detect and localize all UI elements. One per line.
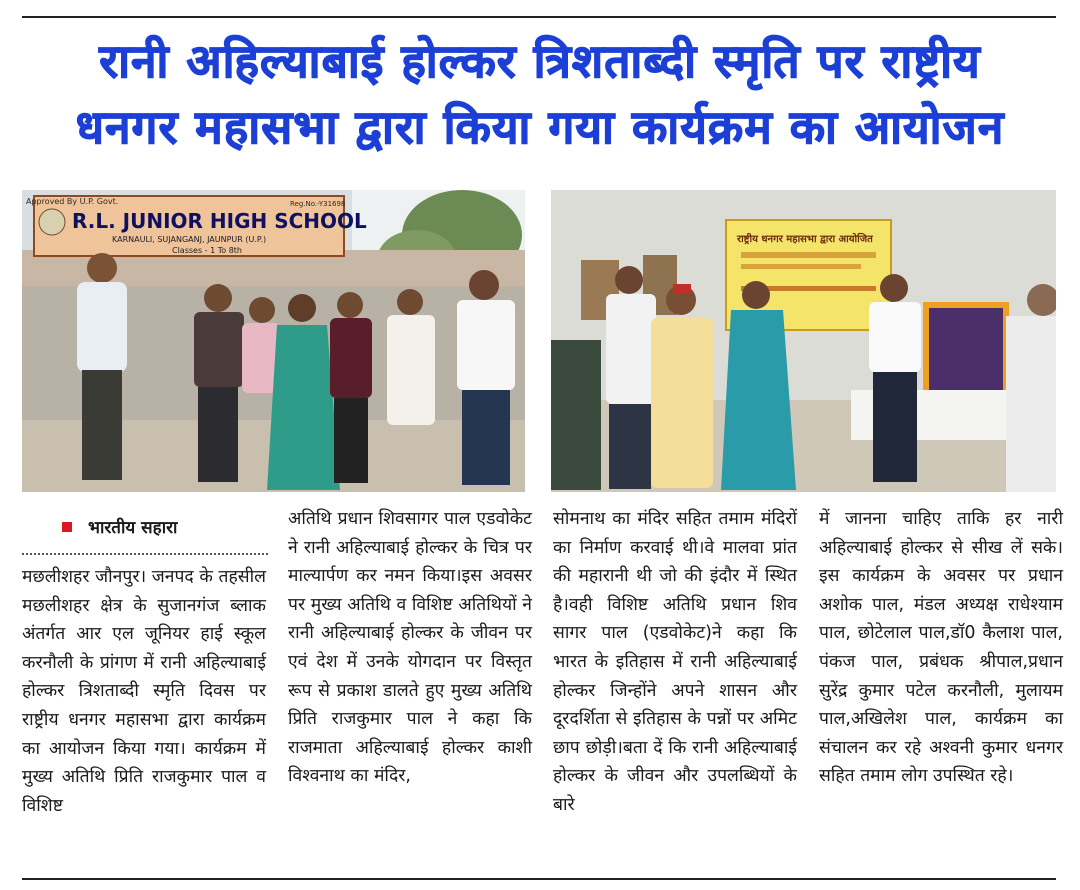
school-sign-text: R.L. JUNIOR HIGH SCHOOL bbox=[72, 209, 367, 233]
school-classes-text: Classes - 1 To 8th bbox=[172, 246, 243, 255]
article-column-1 bbox=[22, 563, 266, 820]
tribute-photo-illustration bbox=[551, 190, 1056, 492]
sign-top-left: Approved By U.P. Govt. bbox=[26, 197, 119, 206]
school-photo-illustration bbox=[22, 190, 525, 492]
headline-line-1: रानी अहिल्याबाई होल्कर त्रिशताब्दी स्मृति पर राष्ट्रीय bbox=[99, 34, 981, 88]
column-2-text: अतिथि प्रधान शिवसागर पाल एडवोकेट ने रानी अहिल्याबाई होल्कर के चित्र पर माल्यार्पण कर नमन किया।इस अवसर पर मुख्य अतिथि व विशिष्ट अतिथियों ने रानी अहिल्याबाई होल्कर के जीवन पर एवं देश में उनके योगदान पर विस्तृत रूप से प्रकाश डालते हुए मुख्य अतिथि प्रिति राजकुमार पाल ने कहा कि राजमाता अहिल्याबाई होल्कर काशी विश्वनाथ का मंदिर, bbox=[288, 509, 532, 787]
article-column-2 bbox=[288, 505, 532, 791]
banner-text: राष्ट्रीय धनगर महासभा द्वारा आयोजित bbox=[737, 234, 873, 245]
source-byline bbox=[62, 514, 177, 542]
article-column-3 bbox=[553, 505, 797, 820]
column-4-text: में जानना चाहिए ताकि हर नारी अहिल्याबाई होल्कर से सीख लें सके।इस कार्यक्रम के अवसर पर प्रधान अशोक पाल, मंडल अध्यक्ष राधेश्याम पाल, छोटेलाल पाल,डॉ0 कैलाश पाल, पंकज पाल, प्रबंधक श्रीपाल,प्रधान सुरेंद्र कुमार पटेल करनौली, मुलायम पाल,अखिलेश पाल, कार्यक्रम का संचालन कर रहे अश्वनी कुमार धनगर सहित तमाम लोग उपस्थित रहे। bbox=[819, 509, 1063, 787]
headline bbox=[0, 28, 1080, 160]
school-address-text: KARNAULI, SUJANGANJ, JAUNPUR (U.P.) bbox=[112, 235, 267, 244]
column-1-text: मछलीशहर जौनपुर। जनपद के तहसील मछलीशहर क्षेत्र के सुजानगंज ब्लाक अंतर्गत आर एल जूनियर हाई स्कूल करनौली के प्रांगण में रानी अहिल्याबाई होल्कर त्रिशताब्दी स्मृति दिवस पर राष्ट्रीय धनगर महासभा द्वारा कार्यक्रम का आयोजन किया गया। कार्यक्रम में मुख्य अतिथि प्रिति राजकुमार पाल व विशिष्ट bbox=[22, 567, 266, 816]
article-column-4 bbox=[819, 505, 1063, 791]
sign-top-right: Reg.No.-Y31698 bbox=[290, 200, 346, 208]
column-3-text: सोमनाथ का मंदिर सहित तमाम मंदिरों का निर्माण करवाई थी।वे मालवा प्रांत की महारानी थी जो की इंदौर में स्थित है।वही विशिष्ट अतिथि प्रधान शिव सागर पाल (एडवोकेट)ने कहा कि भारत के इतिहास में रानी अहिल्याबाई होल्कर जिन्होंने अपने शासन और दूरदर्शिता से इतिहास के पन्नों पर अमिट छाप छोड़ी।बता दें कि रानी अहिल्याबाई होल्कर के जीवन और उपलब्धियों के बारे bbox=[553, 509, 797, 815]
red-square-icon bbox=[62, 522, 72, 532]
top-rule bbox=[22, 16, 1056, 18]
event-photo-tribute bbox=[551, 190, 1056, 492]
headline-line-2: धनगर महासभा द्वारा किया गया कार्यक्रम का आयोजन bbox=[75, 100, 1005, 154]
bottom-rule bbox=[22, 878, 1056, 880]
dotted-separator bbox=[22, 553, 268, 555]
event-photo-school bbox=[22, 190, 525, 492]
source-name: भारतीय सहारा bbox=[88, 518, 178, 538]
